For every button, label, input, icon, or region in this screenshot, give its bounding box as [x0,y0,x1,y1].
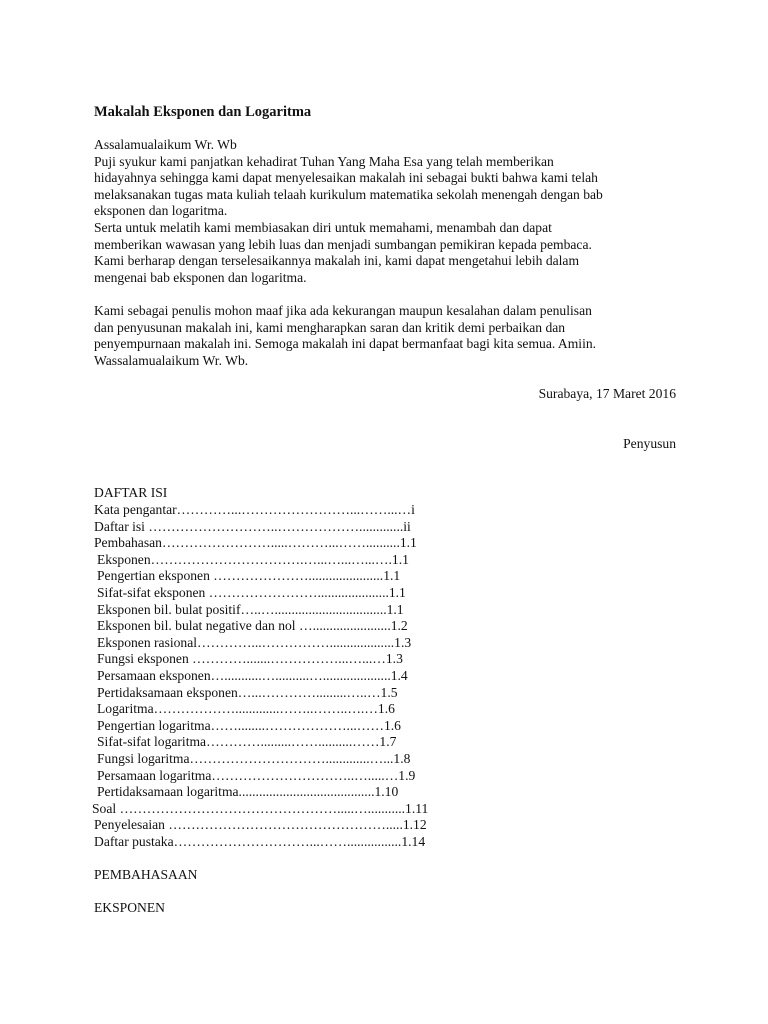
subsection-heading: EKSPONEN [94,900,165,916]
toc-entry: Fungsi logaritma………………………….............…...1.8 [97,750,411,766]
paragraph-2 [94,303,676,369]
toc-entry: Pertidaksamaan eksponen…...………….........…..…1.5 [97,684,398,700]
paragraph-line: dan penyusunan makalah ini, kami mengharapkan saran dan kritik demi perbaikan dan [94,319,566,335]
document-title: Makalah Eksponen dan Logaritma [94,104,312,120]
toc-entry: Eksponen…………………………….…...…...…...….1.1 [97,551,409,567]
toc-entry: Eksponen bil. bulat positif…..….................................1.1 [97,601,404,617]
toc-entry: Daftar pustaka…………………………...……................1.14 [94,833,426,849]
paragraph-line: Kami sebagai penulis mohon maaf jika ada kekurangan maupun kesalahan dalam penulisan [94,302,592,318]
toc-entry: Persamaan eksponen…...........…..........…....................1.4 [97,668,408,683]
spacer [94,419,676,436]
toc-entry: Penyelesaian ………………………………………….....1.12 [94,817,427,833]
toc-entry: Kata pengantar…………...……………………...……...…i [94,502,415,518]
author-label: Penyusun [623,435,676,451]
toc-entry: Sifat-sifat logaritma………….........……..........……1.7 [97,734,397,750]
toc-entry: Pengertian eksponen …………………......................1.1 [97,568,401,584]
paragraph-line: hidayahnya sehingga kami dapat menyelesaikan makalah ini sebagai bukti bahwa kami telah [94,170,598,186]
section-heading: PEMBAHASAAN [94,867,198,883]
greeting-line: Assalamualaikum Wr. Wb [94,137,237,152]
spacer [94,452,676,469]
toc-entry: Logaritma……………….............……..……..….…1.6 [97,701,395,717]
toc-entry: Soal ………………………………………….....…...........1.11 [92,800,429,816]
toc-entry: Eksponen bil. bulat negative dan nol ….......................1.2 [97,618,408,634]
paragraph-line: memberikan wawasan yang lebih luas dan menjadi sumbangan pemikiran kepada pembaca. [94,236,592,252]
spacer [94,469,676,486]
toc-entry: Pembahasan…………………….....………...……..........1.1 [94,535,417,551]
place-date: Surabaya, 17 Maret 2016 [538,385,676,401]
spacer [94,884,676,901]
paragraph-line: eksponen dan logaritma. [94,203,228,219]
toc-entry: Daftar isi ………………………..……………….............ii [94,518,411,534]
toc-entry: Pengertian logaritma……........………………...……1.6 [97,717,401,733]
table-of-contents [94,485,676,850]
toc-entry: Eksponen rasional…………...……………...................1.3 [97,634,412,650]
spacer [94,851,676,868]
paragraph-line: Serta untuk melatih kami membiasakan diri untuk memahami, menambah dan dapat [94,219,552,235]
spacer [94,286,676,303]
document-page [94,103,676,917]
paragraph-line: penyempurnaan makalah ini. Semoga makalah ini dapat bermanfaat bagi kita semua. Amiin. [94,336,597,352]
paragraph-line: Puji syukur kami panjatkan kehadirat Tuhan Yang Maha Esa yang telah memberikan [94,153,554,169]
greeting-block [94,137,676,154]
paragraph-line: melaksanakan tugas mata kuliah telaah kurikulum matematika sekolah menengah dengan bab [94,186,603,202]
spacer [94,403,676,420]
spacer [94,369,676,386]
toc-entry: Persamaan logaritma…………………………..….....…1.9 [97,767,416,783]
paragraph-line: Kami berharap dengan terselesaikannya makalah ini, kami dapat mengetahui lebih dalam [94,253,580,269]
paragraph-line: mengenai bab eksponen dan logaritma. [94,269,307,285]
paragraph-line: Wassalamualaikum Wr. Wb. [94,352,249,368]
toc-entry: Pertidaksamaan logaritma........................................1.10 [97,784,399,800]
paragraph-1 [94,154,676,287]
toc-entry: Sifat-sifat eksponen …………………….....................1.1 [97,585,406,601]
toc-entry: Fungsi eksponen ………….......……………...…...…1.3 [97,651,403,667]
toc-heading: DAFTAR ISI [94,485,168,501]
